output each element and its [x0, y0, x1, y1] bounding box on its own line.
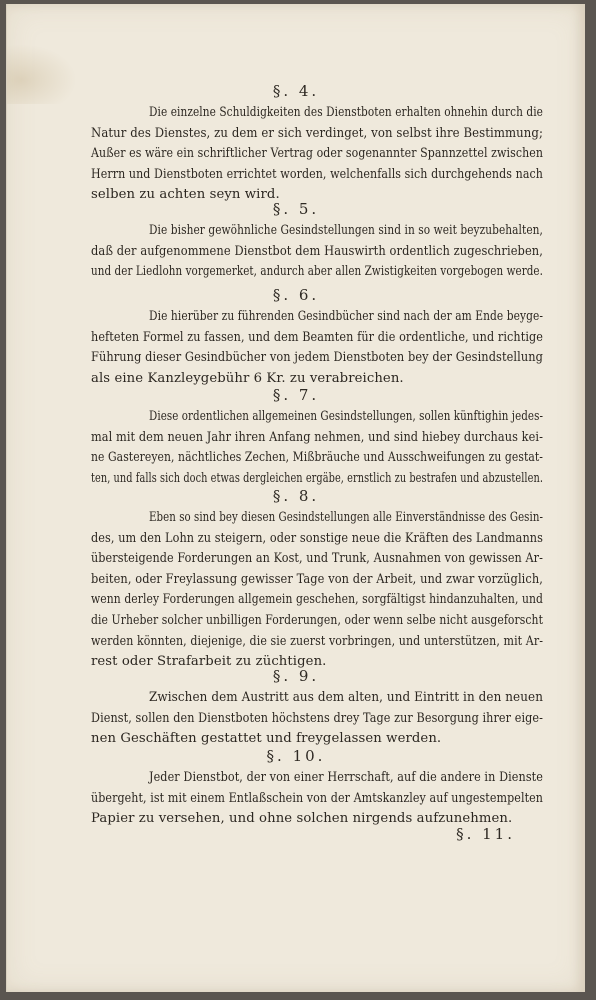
text-line: Die hierüber zu führenden Gesindbücher sind nach der am Ende beyge- [149, 309, 543, 324]
text-line: übersteigende Forderungen an Kost, und Trunk, Ausnahmen von gewissen Ar- [91, 551, 543, 567]
text-line: beiten, oder Freylassung gewisser Tage von der Arbeit, und zwar vorzüglich, [91, 571, 543, 587]
text-line: nen Geschäften gestattet und freygelassen werden. [91, 731, 442, 747]
text-line: Jeder Dienstbot, der von einer Herrschaft, auf die andere in Dienste [149, 770, 543, 785]
text-line: die Urheber solcher unbilligen Forderungen, oder wenn selbe nicht ausgeforscht [91, 613, 543, 628]
text-line: Die bisher gewöhnliche Gesindstellungen sind in so weit beyzubehalten, [149, 223, 543, 238]
text-line: Dienst, sollen den Dienstboten höchstens drey Tage zur Besorgung ihrer eige- [91, 710, 543, 726]
text-line: Herrn und Dienstboten errichtet worden, welchenfalls sich durchgehends nach [91, 166, 543, 182]
text-line: Natur des Dienstes, zu dem er sich verdinget, von selbst ihre Bestimmung; [91, 125, 543, 141]
text-line: selben zu achten seyn wird. [91, 187, 280, 203]
text-line: Führung dieser Gesindbücher von jedem Dienstboten bey der Gesindstellung [91, 350, 543, 366]
section-heading: §. 8. [272, 487, 320, 505]
section-heading: §. 10. [266, 747, 326, 765]
text-line: übergeht, ist mit einem Entlaßschein von der Amtskanzley auf ungestempelten [91, 790, 543, 806]
text-line: des, um den Lohn zu steigern, oder sonstige neue die Kräften des Landmanns [91, 530, 543, 546]
text-line: als eine Kanzleygebühr 6 Kr. zu verabreichen. [91, 370, 404, 386]
section-heading: §. 7. [272, 386, 320, 404]
text-line: Außer es wäre ein schriftlicher Vertrag oder sogenannter Spannzettel zwischen [91, 146, 543, 162]
text-line: Papier zu versehen, und ohne solchen nirgends aufzunehmen. [91, 811, 513, 827]
text-line: ne Gastereyen, nächtliches Zechen, Mißbräuche und Ausschweifungen zu gestat- [91, 450, 543, 466]
text-line: Eben so sind bey diesen Gesindstellungen alle Einverständnisse des Gesin- [149, 510, 543, 525]
document-page [6, 4, 585, 992]
text-line: Zwischen dem Austritt aus dem alten, und Eintritt in den neuen [149, 690, 543, 705]
text-line: rest oder Strafarbeit zu züchtigen. [91, 654, 327, 670]
text-line: wenn derley Forderungen allgemein geschehen, sorgfältigst hindanzuhalten, und [91, 592, 543, 608]
section-heading: §. 6. [272, 286, 320, 304]
text-line: Die einzelne Schuldigkeiten des Dienstboten erhalten ohnehin durch die [149, 105, 543, 120]
text-line: und der Liedlohn vorgemerket, andurch aber allen Zwistigkeiten vorgebogen werde. [91, 264, 543, 280]
text-line: werden könnten, diejenige, die sie zuerst vorbringen, und unterstützen, mit Ar- [91, 633, 543, 649]
text-line: daß der aufgenommene Dienstbot dem Hauswirth ordentlich zugeschrieben, [91, 243, 543, 259]
section-heading: §. 5. [272, 200, 320, 218]
section-heading: §. 4. [272, 82, 320, 100]
text-line: Diese ordentlichen allgemeinen Gesindstellungen, sollen künftighin jedes- [149, 409, 543, 424]
text-line: hefteten Formel zu fassen, und dem Beamten für die ordentliche, und richtige [91, 329, 543, 345]
catchword: §. 11. [456, 825, 515, 843]
text-line: ten, und falls sich doch etwas dergleichen ergäbe, ernstlich zu bestrafen und abzustellen. [91, 470, 543, 486]
text-line: mal mit dem neuen Jahr ihren Anfang nehmen, und sind hiebey durchaus kei- [91, 429, 543, 445]
section-heading: §. 9. [272, 667, 320, 685]
